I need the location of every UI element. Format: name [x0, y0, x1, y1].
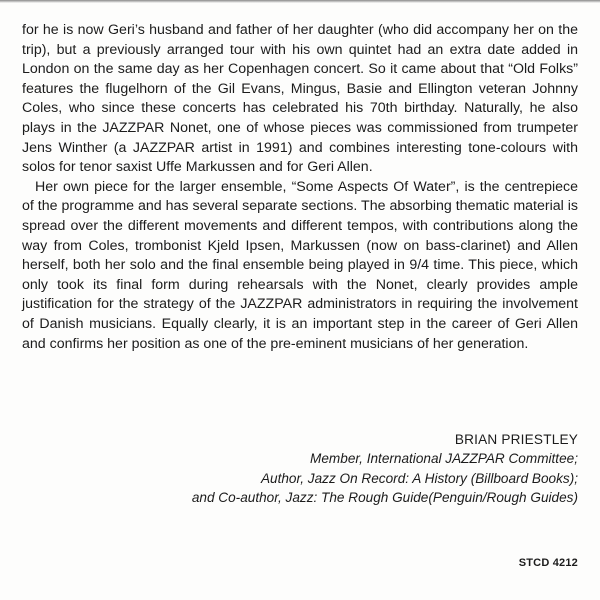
author-name: BRIAN PRIESTLEY: [454, 432, 578, 447]
liner-notes-body: [22, 21, 578, 354]
author-signature: [192, 430, 578, 508]
author-role-2: Author, Jazz On Record: A History (Billboard Books);: [260, 470, 578, 486]
paragraph-1: for he is now Geri’s husband and father of her daughter (who did accompany her on the trip), but a previously arranged tour with his own quintet had an extra date added in London on the same day as her Copenhagen concert. So it came about that “Old Folks” features the flugelhorn of the Gil Evans, Mingus, Basie and Ellington veteran Johnny Coles, who since these concerts has celebrated his 70th birthday. Naturally, he also plays in the JAZZPAR Nonet, one of whose pieces was commissioned from trumpeter Jens Winther (a JAZZPAR artist in 1991) and combines interesting tone-colours with solos for tenor saxist Uffe Markussen and for Geri Allen.: [22, 22, 578, 176]
catalog-number: STCD 4212: [518, 557, 578, 569]
page-top-edge: [0, 0, 600, 3]
author-role-3: and Co-author, Jazz: The Rough Guide(Penguin/Rough Guides): [191, 490, 578, 506]
paragraph-2: Her own piece for the larger ensemble, “Some Aspects Of Water”, is the centrepiece of the programme and has several separate sections. The absorbing thematic material is spread over the different movements and different tempos, with contributions along the way from Coles, trombonist Kjeld Ipsen, Markussen (now on bass-clarinet) and Allen herself, both her solo and the final ensemble being played in 9/4 time. This piece, which only took its final form during rehearsals with the Nonet, clearly provides ample justification for the strategy of the JAZZPAR administrators in requiring the involvement of Danish musicians. Equally clearly, it is an important step in the career of Geri Allen and confirms her position as one of the pre-eminent musicians of her generation.: [22, 178, 578, 352]
author-role-1: Member, International JAZZPAR Committee;: [310, 451, 578, 467]
